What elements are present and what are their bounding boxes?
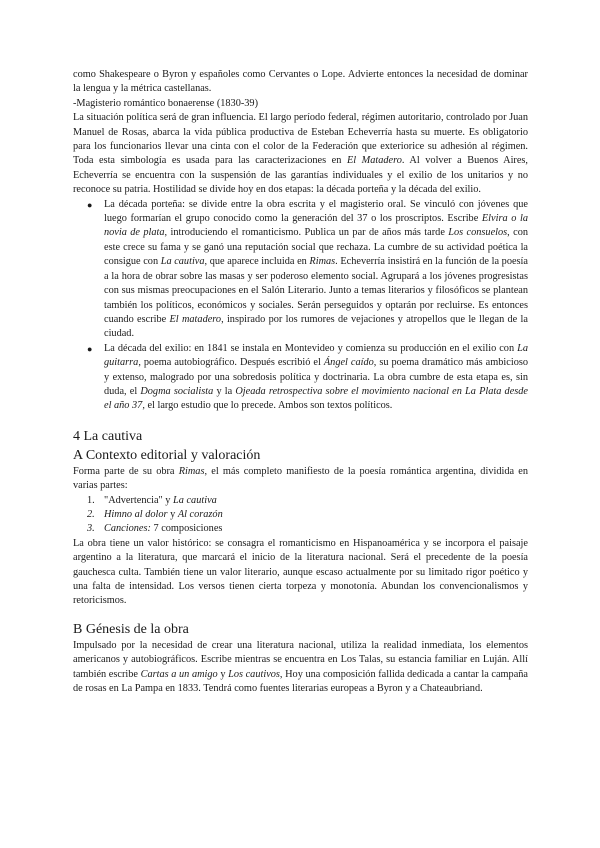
bullet-icon: ● xyxy=(87,199,93,210)
situacion-paragraph: La situación política será de gran influencia. El largo período federal, régimen autoritario, controlado por Juan Manuel de Rosas, abarca la vida pública productiva de Esteban Echeverría hasta su muerte. Es obligatorio para los funcionarios llevar una cinta con el color de la Federación que exteriorice su adhesión al régimen. Toda esta simbología es usada para las caracterizaciones en El Matadero. Al volver a Buenos Aires, Echeverría se encuentra con la suspensión de las garantías individuales y el exilio de los unitarios y no reconoce su patria. Hostilidad se divide hoy en dos etapas: la década porteña y la década del exilio. xyxy=(73,112,529,196)
rimas-parts-list xyxy=(73,494,528,537)
list-item: 3. Canciones: 7 composiciones xyxy=(87,523,223,535)
section-b-title: B Génesis de la obra xyxy=(73,621,189,637)
list-item: ● La década porteña: se divide entre la obra escrita y el magisterio oral. Se vinculó con jóvenes que luego formarían el grupo conocido como la generación del 37 o los proscriptos. Escribe Elvira o la novia de plata, introduciendo el romanticismo. Publica un par de años más tarde Los consuelos, con este crece su fama y se ganó una reputación social que rechaza. La cumbre de su actividad poética la consigue con La cautiva, que aparece incluida en Rimas. Echeverría insistirá en la función de la poesía a la hora de obrar sobre las masas y ser poderoso elemento social. Agrupará a los jóvenes progresistas con sus mismas preocupaciones en el Salón Literario. Junto a temas literarios y filosóficos se plantean también los políticos, económicos y sociales. Serán perseguidos y optarán por recluirse. Es entonces cuando escribe El matadero, inspirado por los rumores de vejaciones y atropellos que le llegan de la ciudad. xyxy=(87,198,528,340)
decadas-list xyxy=(73,198,528,414)
magisterio-heading: -Magisterio romántico bonaerense (1830-39) xyxy=(73,97,258,109)
contexto-paragraph: Forma parte de su obra Rimas, el más completo manifiesto de la poesía romántica argentina, dividida en varias partes: xyxy=(73,465,528,492)
list-item: ● La década del exilio: en 1841 se instala en Montevideo y comienza su producción en el exilio con La guitarra, poema autobiográfico. Después escribió el Ángel caído, su poema dramático más ambicioso y extenso, malogrado por una sobredosis política y doctrinaria. La obra cumbre de esta etapa es, sin duda, el Dogma socialista y la Ojeada retrospectiva sobre el movimiento nacional en La Plata desde el año 37, el largo estudio que lo precede. Ambos son textos políticos. xyxy=(87,342,528,412)
genesis-paragraph: Impulsado por la necesidad de crear una literatura nacional, utiliza la realidad inmediata, los elementos americanos y autobiográficos. Escribe mientras se encuentra en Los Talas, su estancia familiar en Luján. Allí también escribe Cartas a un amigo y Los cautivos, Hoy una composición fallida dedicada a cantar la campaña de rosas en La Pampa en 1833. Tendrá como fuentes literarias europeas a Byron y a Chateaubriand. xyxy=(73,639,528,695)
list-item: 1. "Advertencia" y La cautiva xyxy=(87,494,217,506)
intro-paragraph: como Shakespeare o Byron y españoles como Cervantes o Lope. Advierte entonces la necesidad de dominar la lengua y la métrica castellanas. xyxy=(73,69,528,95)
bullet-icon: ● xyxy=(87,343,93,354)
section-a-title: A Contexto editorial y valoración xyxy=(73,447,261,463)
list-item: 2. Himno al dolor y Al corazón xyxy=(87,508,223,520)
valor-paragraph: La obra tiene un valor histórico: se consagra el romanticismo en Hispanoamérica y se incorpora el paisaje argentino a la literatura, que marcará el inicio de la literatura nacional. Será el precedente de la poesía gauchesca culta. También tiene un valor literario, aunque escaso actualmente por su limitado rigor poético y una falta de intensidad. Los versos tienen cierta torpeza y monotonía. Abundan los convencionalismos y retoricismos. xyxy=(73,537,528,607)
section-4-title: 4 La cautiva xyxy=(73,428,143,444)
document-page xyxy=(73,68,528,696)
